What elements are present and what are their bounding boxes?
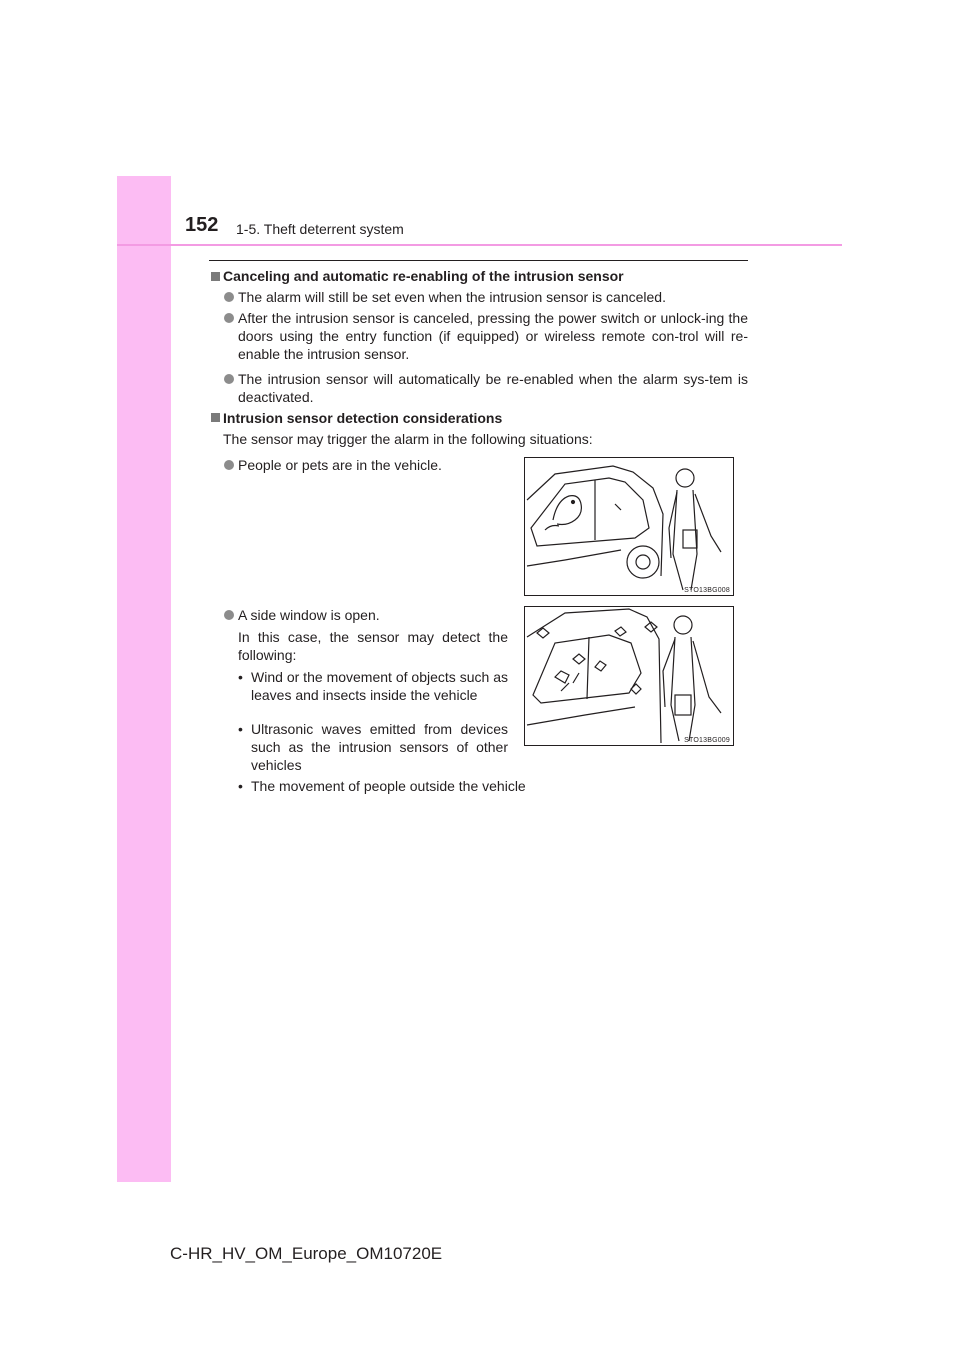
bullet-icon <box>224 374 234 384</box>
document-id: C-HR_HV_OM_Europe_OM10720E <box>170 1244 443 1263</box>
bullet-auto-re-enable: The intrusion sensor will automatically be re-enabled when the alarm sys-tem is deactivated. <box>238 371 748 405</box>
dog-in-car-illustration <box>525 458 733 595</box>
sub-item-people-outside: The movement of people outside the vehicle <box>251 778 526 794</box>
header-divider <box>117 244 842 246</box>
content-rule <box>209 260 748 261</box>
sub-bullet-mark: • <box>238 721 243 737</box>
side-window-sub-intro: In this case, the sensor may detect the following: <box>238 629 508 663</box>
heading-square-icon <box>211 272 220 281</box>
figure-open-window <box>524 606 734 746</box>
heading-square-icon <box>211 413 220 422</box>
sub-item-ultrasonic: Ultrasonic waves emitted from devices such as the intrusion sensors of other vehicles <box>251 721 508 773</box>
section-title: 1-5. Theft deterrent system <box>236 221 404 237</box>
figure-dog-in-car <box>524 457 734 596</box>
bullet-side-window: A side window is open. <box>238 607 380 623</box>
figure-code: STO13BG009 <box>684 737 730 744</box>
section-heading-detection: Intrusion sensor detection considerations <box>223 410 503 426</box>
figure-code: STO13BG008 <box>684 587 730 594</box>
side-color-band <box>117 176 171 1182</box>
bullet-icon <box>224 313 234 323</box>
bullet-people-pets: People or pets are in the vehicle. <box>238 457 442 473</box>
sub-bullet-mark: • <box>238 778 243 794</box>
sub-bullet-mark: • <box>238 669 243 685</box>
bullet-icon <box>224 460 234 470</box>
bullet-icon <box>224 292 234 302</box>
section-heading-canceling: Canceling and automatic re-enabling of the intrusion sensor <box>223 268 624 284</box>
sub-item-wind: Wind or the movement of objects such as leaves and insects inside the vehicle <box>251 669 508 703</box>
bullet-alarm-still-set: The alarm will still be set even when the intrusion sensor is canceled. <box>238 289 666 305</box>
page-number: 152 <box>185 214 219 236</box>
open-window-leaves-illustration <box>525 607 733 745</box>
bullet-icon <box>224 610 234 620</box>
detection-intro: The sensor may trigger the alarm in the following situations: <box>223 431 593 447</box>
bullet-re-enable-power-switch: After the intrusion sensor is canceled, pressing the power switch or unlock-ing the doors using the entry function (if equipped) or wireless remote con-trol will re-enable the intrusion sensor. <box>238 310 748 362</box>
